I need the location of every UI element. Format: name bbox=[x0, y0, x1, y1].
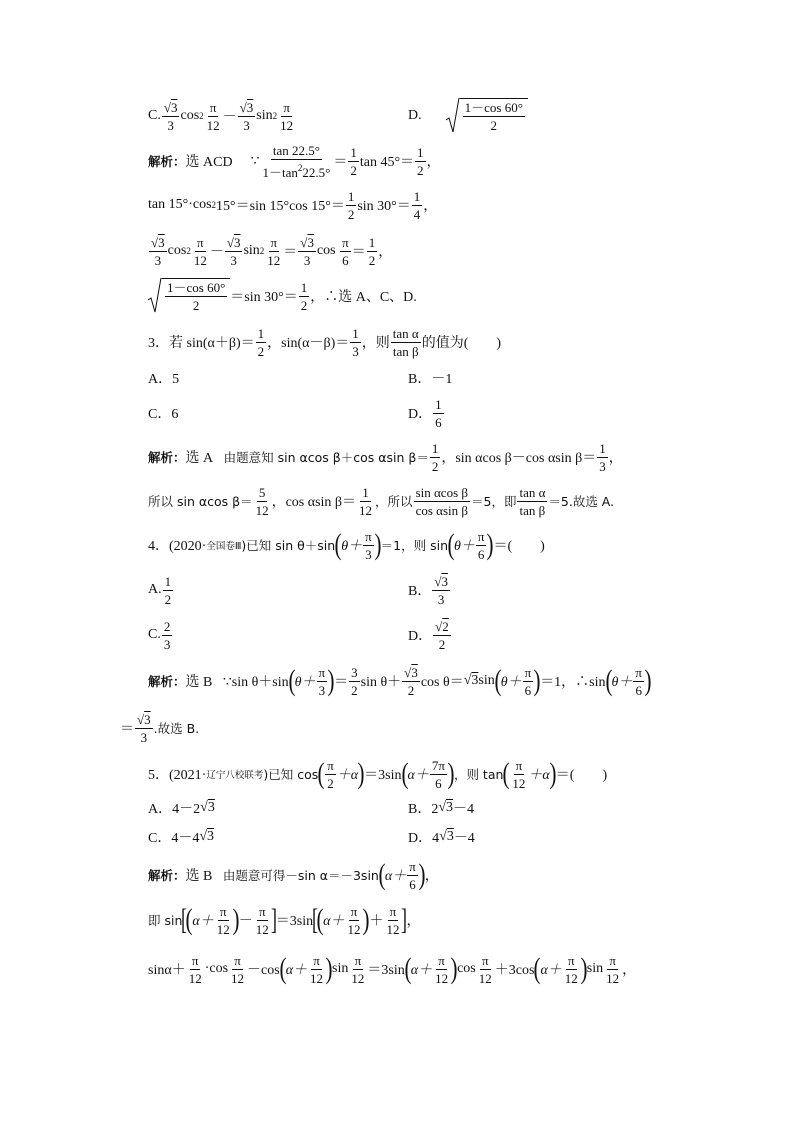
frac-sqrt3-over-3: $\frac{√3}{3}$ bbox=[434, 573, 448, 607]
equals: ＝ bbox=[351, 245, 366, 260]
minus: － bbox=[238, 914, 253, 929]
frac-1-12: $\frac{1}{12}$ bbox=[359, 484, 373, 518]
frac-pi-12: $\frac{\pi}{12}$ bbox=[267, 234, 281, 268]
frac-1-4: $\frac{1}{4}$ bbox=[413, 188, 421, 222]
text: A．5 bbox=[148, 372, 180, 387]
right-paren: ) bbox=[549, 757, 557, 790]
source-label: 辽宁八校联考 bbox=[206, 770, 264, 781]
left-paren: ( bbox=[288, 664, 296, 697]
tan45-text: tan 45°＝ bbox=[359, 155, 415, 170]
equals: ＝ bbox=[120, 722, 134, 737]
q5-solution-line1 bbox=[148, 855, 439, 895]
frac-pi-6: $\frac{\pi}{6}$ bbox=[409, 858, 416, 892]
frac-1-2: $\frac{1}{2}$ bbox=[347, 188, 355, 222]
q2-solution-line3 bbox=[148, 231, 392, 271]
q2-option-d bbox=[408, 96, 528, 136]
frac-1-2: $\frac{1}{2}$ bbox=[300, 279, 308, 313]
q4-option-a bbox=[148, 570, 174, 610]
question-5 bbox=[148, 754, 607, 794]
q4-option-c bbox=[148, 615, 173, 655]
left-paren: ( bbox=[316, 903, 324, 936]
right-paren: ) bbox=[362, 903, 370, 936]
sqrt-expression bbox=[148, 278, 230, 314]
frac-pi-12: $\frac{\pi}{12}$ bbox=[435, 952, 449, 986]
left-paren: ( bbox=[494, 664, 502, 697]
text: α＋ bbox=[407, 768, 429, 783]
text: ＝5.故选 A. bbox=[548, 494, 615, 509]
sqrt-arg: 3 bbox=[471, 673, 479, 688]
text: B． bbox=[408, 584, 432, 599]
comma: ， bbox=[423, 199, 438, 214]
sqrt-arg: 3 bbox=[207, 829, 215, 844]
comma: ， bbox=[426, 155, 441, 170]
left-paren: ( bbox=[447, 528, 455, 561]
text: ＝5，即 bbox=[471, 494, 517, 509]
left-paren: ( bbox=[378, 858, 386, 891]
text: ，∴选 A、C、D. bbox=[310, 290, 417, 305]
q3-solution-line2 bbox=[148, 481, 614, 521]
text: cos θ＝ bbox=[420, 675, 464, 690]
frac-sqrt3-over-3: $\frac{√3}{3}$ bbox=[163, 99, 178, 133]
frac-pi-12: $\frac{\pi}{12}$ bbox=[564, 952, 578, 986]
left-paren: ( bbox=[317, 757, 325, 790]
right-paren: ) bbox=[486, 528, 494, 561]
text: θ＋ bbox=[611, 675, 633, 690]
right-bracket: ] bbox=[270, 903, 277, 936]
comma: ， bbox=[608, 451, 623, 466]
text: α＋ bbox=[410, 963, 433, 978]
frac-pi-6: $\frac{\pi}{6}$ bbox=[524, 664, 532, 698]
q5-option-a: A．4－2 √ 3 bbox=[148, 800, 215, 817]
text: 所以 sin αcos β＝ bbox=[148, 494, 253, 509]
text: ＋3cos bbox=[494, 963, 535, 978]
left-paren: ( bbox=[533, 952, 541, 985]
frac-1-cos60-over-2: $\frac{1-\cos 60^\circ}{2}$ bbox=[167, 280, 226, 313]
minus: － bbox=[222, 110, 237, 125]
text: 15°＝sin 15°cos 15°＝ bbox=[216, 199, 345, 214]
comma: ， bbox=[406, 914, 421, 929]
frac-pi-2: $\frac{\pi}{2}$ bbox=[327, 757, 334, 791]
text: ＝sin 30°＝ bbox=[230, 290, 298, 305]
text: D． bbox=[408, 629, 433, 644]
frac-pi-12: $\frac{\pi}{12}$ bbox=[310, 952, 324, 986]
frac-1-2: $\frac{1}{2}$ bbox=[417, 144, 424, 178]
text: B．－1 bbox=[408, 372, 453, 387]
text: D．4 bbox=[408, 831, 440, 846]
text: 由题意可得－sin α＝－3sin bbox=[222, 868, 379, 883]
right-paren: ) bbox=[357, 757, 365, 790]
comma: ， bbox=[622, 963, 637, 978]
frac-pi-3: $\frac{\pi}{3}$ bbox=[365, 528, 372, 562]
sin-text: sin bbox=[256, 108, 273, 123]
text: －4 bbox=[453, 802, 475, 817]
right-paren: ) bbox=[418, 858, 426, 891]
cos-text: cos bbox=[316, 243, 336, 258]
right-paren: ) bbox=[374, 528, 382, 561]
right-paren: ) bbox=[644, 664, 652, 697]
sqrt-arg: 3 bbox=[446, 800, 454, 815]
jiexi-label: 解析： bbox=[148, 154, 186, 169]
frac-pi-6: $\frac{\pi}{6}$ bbox=[635, 664, 642, 698]
text: A．4－2 bbox=[148, 802, 201, 817]
frac-3-2: $\frac{3}{2}$ bbox=[351, 664, 358, 698]
q2-solution-line2 bbox=[148, 185, 437, 225]
frac-pi-12: $\frac{\pi}{12}$ bbox=[255, 903, 269, 937]
sqrt-arg: 3 bbox=[446, 829, 454, 844]
frac-1-2: $\frac{1}{2}$ bbox=[350, 144, 357, 178]
frac-1-2: $\frac{1}{2}$ bbox=[164, 573, 172, 607]
option-label: D. bbox=[408, 108, 422, 123]
text: B．2 bbox=[408, 802, 439, 817]
text: θ＋ bbox=[454, 539, 475, 554]
sup: 2 bbox=[186, 246, 191, 256]
text: sin bbox=[478, 673, 495, 688]
radical-sign bbox=[148, 278, 162, 314]
q5-solution-line3 bbox=[148, 949, 636, 989]
text: ，则 tan bbox=[453, 767, 504, 782]
text: tan 15°·cos bbox=[148, 197, 212, 212]
text: .故选 B. bbox=[153, 721, 200, 736]
frac-1-cos60-over-2: $\frac{1-\cos 60^\circ}{2}$ bbox=[464, 100, 523, 133]
frac-ratio: $\frac{\text{sin αcos β}}{\text{cos αsin β}}$ bbox=[415, 484, 468, 518]
left-bracket: [ bbox=[181, 903, 188, 936]
text: α＋β)＝ bbox=[207, 336, 255, 351]
text: －4 bbox=[453, 831, 475, 846]
sup: 2 bbox=[259, 246, 265, 256]
left-paren: ( bbox=[185, 903, 193, 936]
text: 选 B bbox=[185, 869, 213, 884]
option-label: C. bbox=[148, 108, 161, 123]
q2-option-c bbox=[148, 96, 296, 136]
text: 由题意知 sin αcos β＋cos αsin β＝ bbox=[223, 450, 429, 465]
source-label: 全国卷Ⅲ bbox=[206, 541, 242, 552]
frac-pi-12: $\frac{\pi}{12}$ bbox=[478, 952, 492, 986]
equals: ＝ bbox=[334, 675, 349, 690]
frac-tana-tanb: $\frac{\text{tan α}}{\text{tan β}}$ bbox=[519, 484, 546, 518]
left-paren: ( bbox=[279, 952, 287, 985]
text: ＋α bbox=[336, 768, 359, 783]
text: ，sin(α－β)＝ bbox=[267, 336, 350, 351]
frac-sqrt3-over-3: $\frac{√3}{3}$ bbox=[137, 711, 151, 745]
text: ＝1，∴sin bbox=[540, 675, 606, 690]
text: 3．若 sin( bbox=[148, 336, 208, 351]
q5-option-d: D．4 √ 3 －4 bbox=[408, 829, 475, 846]
q2-solution-line1 bbox=[148, 141, 441, 181]
sqrt-arg: 3 bbox=[207, 800, 215, 815]
cos-text: cos bbox=[167, 243, 187, 258]
frac-1-2: $\frac{1}{2}$ bbox=[368, 234, 376, 268]
frac-2-3: $\frac{2}{3}$ bbox=[163, 618, 171, 652]
right-paren: ) bbox=[447, 757, 455, 790]
text: 即 sin bbox=[148, 913, 183, 928]
equals: ＝ bbox=[333, 155, 348, 170]
q3-option-a bbox=[148, 358, 179, 398]
q2-solution-line4 bbox=[148, 276, 417, 316]
right-paren: ) bbox=[325, 952, 333, 985]
text: α＋ bbox=[540, 963, 562, 978]
frac-sqrt3-over-3: $\frac{√3}{3}$ bbox=[239, 99, 254, 133]
text: 5．(2021· bbox=[148, 768, 207, 783]
q4-solution-line2 bbox=[120, 708, 199, 748]
left-paren: ( bbox=[502, 757, 510, 790]
text: )已知 sin θ＋sin bbox=[241, 538, 336, 553]
frac-1-3: $\frac{1}{3}$ bbox=[352, 325, 359, 359]
sqrt-expression bbox=[446, 98, 528, 134]
frac-1-6: $\frac{1}{6}$ bbox=[435, 396, 442, 430]
text: C. bbox=[148, 627, 161, 642]
text: ·cos bbox=[204, 961, 229, 976]
frac-pi-12: $\frac{\pi}{12}$ bbox=[351, 952, 365, 986]
frac-1-3: $\frac{1}{3}$ bbox=[599, 440, 606, 474]
q5-option-c: C．4－4 √ 3 bbox=[148, 829, 215, 846]
text: ，cos αsin β＝ bbox=[271, 495, 357, 510]
frac-pi-12: $\frac{\pi}{12}$ bbox=[206, 99, 220, 133]
frac-sqrt2-over-2: $\frac{√2}{2}$ bbox=[435, 618, 449, 652]
sin-text: sin bbox=[243, 243, 260, 258]
frac-sqrt3-over-3: $\frac{√3}{3}$ bbox=[226, 234, 241, 268]
text: sin θ＋ bbox=[360, 675, 402, 690]
text: C．4－4 bbox=[148, 831, 200, 846]
right-paren: ) bbox=[580, 952, 588, 985]
text: ＝3sin bbox=[367, 963, 405, 978]
text: 的值为( ) bbox=[421, 336, 502, 351]
frac-1-2: $\frac{1}{2}$ bbox=[431, 440, 439, 474]
sup: 2 bbox=[199, 111, 204, 121]
text: ＝3sin bbox=[275, 914, 314, 929]
comma: ， bbox=[378, 245, 393, 260]
frac-pi-6: $\frac{\pi}{6}$ bbox=[342, 234, 349, 268]
jiexi-label: 解析： bbox=[148, 868, 186, 883]
text: α＋ bbox=[323, 914, 345, 929]
q3-option-b bbox=[408, 358, 452, 398]
text: θ＋ bbox=[341, 539, 363, 554]
text: －cos bbox=[247, 963, 280, 978]
q5-solution-line2 bbox=[148, 900, 420, 940]
plus: ＋ bbox=[369, 914, 384, 929]
frac-sqrt3-over-2: $\frac{√3}{2}$ bbox=[404, 664, 418, 698]
frac-pi-12: $\frac{\pi}{12}$ bbox=[347, 903, 361, 937]
because-symbol: ∵ bbox=[250, 153, 260, 169]
text: θ＋ bbox=[500, 675, 522, 690]
text: )已知 cos bbox=[263, 767, 319, 782]
sup: 2 bbox=[272, 111, 278, 121]
text: sin bbox=[332, 961, 349, 976]
question-4 bbox=[148, 525, 545, 565]
frac-tana-tanb: $\frac{\text{tan α}}{\text{tan β}}$ bbox=[392, 325, 419, 359]
left-paren: ( bbox=[334, 528, 342, 561]
text: 选 B bbox=[185, 675, 213, 690]
text: ∵sin θ＋sin bbox=[222, 675, 289, 690]
q3-option-c bbox=[148, 393, 178, 433]
right-bracket: ] bbox=[401, 903, 408, 936]
left-bracket: [ bbox=[312, 903, 319, 936]
left-paren: ( bbox=[605, 664, 613, 697]
frac-tan-half-angle: $\frac{\tan 22.5^\circ}{1-\tan^222.5^\circ}$ bbox=[262, 142, 331, 180]
frac-pi-12: $\frac{\pi}{12}$ bbox=[386, 903, 400, 937]
text: 选 A bbox=[185, 451, 214, 466]
frac-7pi-6: $\frac{7\pi}{6}$ bbox=[431, 757, 445, 791]
text: sin bbox=[586, 961, 604, 976]
jiexi-label: 解析： bbox=[148, 674, 186, 689]
frac-pi-12: $\frac{\pi}{12}$ bbox=[231, 952, 245, 986]
jiexi-label: 解析： bbox=[148, 450, 186, 465]
minus: － bbox=[209, 245, 224, 260]
q4-solution-line1: 解析： 选 B ∵sin θ＋sin ( θ＋ $\frac{\pi}{3}$ ) ＝ $\frac{3}{2}$ sin θ＋ $\frac{√3}{2}$ cos θ＝ √ 3 sin ( θ＋ $\frac{\pi}{6}$ ) ＝1，∴sin ( θ＋ $\frac{\pi}{6}$ ) bbox=[148, 664, 652, 698]
right-paren: ) bbox=[533, 664, 541, 697]
text: ＋α bbox=[528, 768, 550, 783]
frac-sqrt3-over-3: $\frac{√3}{3}$ bbox=[151, 234, 165, 268]
left-paren: ( bbox=[401, 757, 409, 790]
comma: ， bbox=[424, 869, 439, 884]
text: ＝3sin bbox=[364, 768, 402, 783]
text: α＋ bbox=[192, 914, 214, 929]
text: cos bbox=[457, 961, 476, 976]
text: ＝( ) bbox=[493, 539, 545, 554]
text: ＝( ) bbox=[555, 768, 608, 783]
text: sinα＋ bbox=[148, 963, 186, 978]
text: C．6 bbox=[148, 407, 179, 422]
right-paren: ) bbox=[450, 952, 458, 985]
q3-option-d bbox=[408, 393, 445, 433]
frac-pi-6: $\frac{\pi}{6}$ bbox=[477, 528, 485, 562]
answer-text: 选 ACD bbox=[185, 155, 233, 170]
text: θ＋ bbox=[294, 675, 316, 690]
text: ，则 bbox=[361, 336, 390, 351]
frac-pi-12: $\frac{\pi}{12}$ bbox=[188, 952, 202, 986]
frac-5-12: $\frac{5}{12}$ bbox=[255, 484, 269, 518]
text: 4．(2020· bbox=[148, 539, 207, 554]
text: D． bbox=[408, 407, 433, 422]
q4-option-b bbox=[408, 570, 451, 610]
text: α＋ bbox=[384, 869, 407, 884]
text: ，所以 bbox=[375, 494, 413, 509]
radical-sign bbox=[446, 98, 460, 134]
text: ＝1，则 sin bbox=[380, 538, 448, 553]
text: A. bbox=[148, 582, 162, 597]
right-paren: ) bbox=[327, 664, 335, 697]
frac-pi-12: $\frac{\pi}{12}$ bbox=[280, 99, 294, 133]
frac-pi-12: $\frac{\pi}{12}$ bbox=[606, 952, 620, 986]
frac-pi-12: $\frac{\pi}{12}$ bbox=[512, 757, 526, 791]
text: ，sin αcos β－cos αsin β＝ bbox=[441, 451, 597, 466]
frac-pi-12: $\frac{\pi}{12}$ bbox=[193, 234, 207, 268]
left-paren: ( bbox=[404, 952, 412, 985]
question-3 bbox=[148, 322, 501, 362]
right-paren: ) bbox=[232, 903, 240, 936]
frac-sqrt3-over-3: $\frac{√3}{3}$ bbox=[300, 234, 314, 268]
q3-solution-line1 bbox=[148, 437, 623, 477]
text: sin 30°＝ bbox=[357, 199, 411, 214]
frac-1-2: $\frac{1}{2}$ bbox=[257, 325, 265, 359]
text: α＋ bbox=[285, 963, 308, 978]
frac-pi-3: $\frac{\pi}{3}$ bbox=[318, 664, 326, 698]
frac-pi-12: $\frac{\pi}{12}$ bbox=[216, 903, 230, 937]
equals: ＝ bbox=[283, 245, 298, 260]
q4-option-d bbox=[408, 615, 452, 655]
q5-option-b: B．2 √ 3 －4 bbox=[408, 800, 475, 817]
cos-text: cos bbox=[180, 108, 200, 123]
sup: 2 bbox=[211, 200, 217, 210]
